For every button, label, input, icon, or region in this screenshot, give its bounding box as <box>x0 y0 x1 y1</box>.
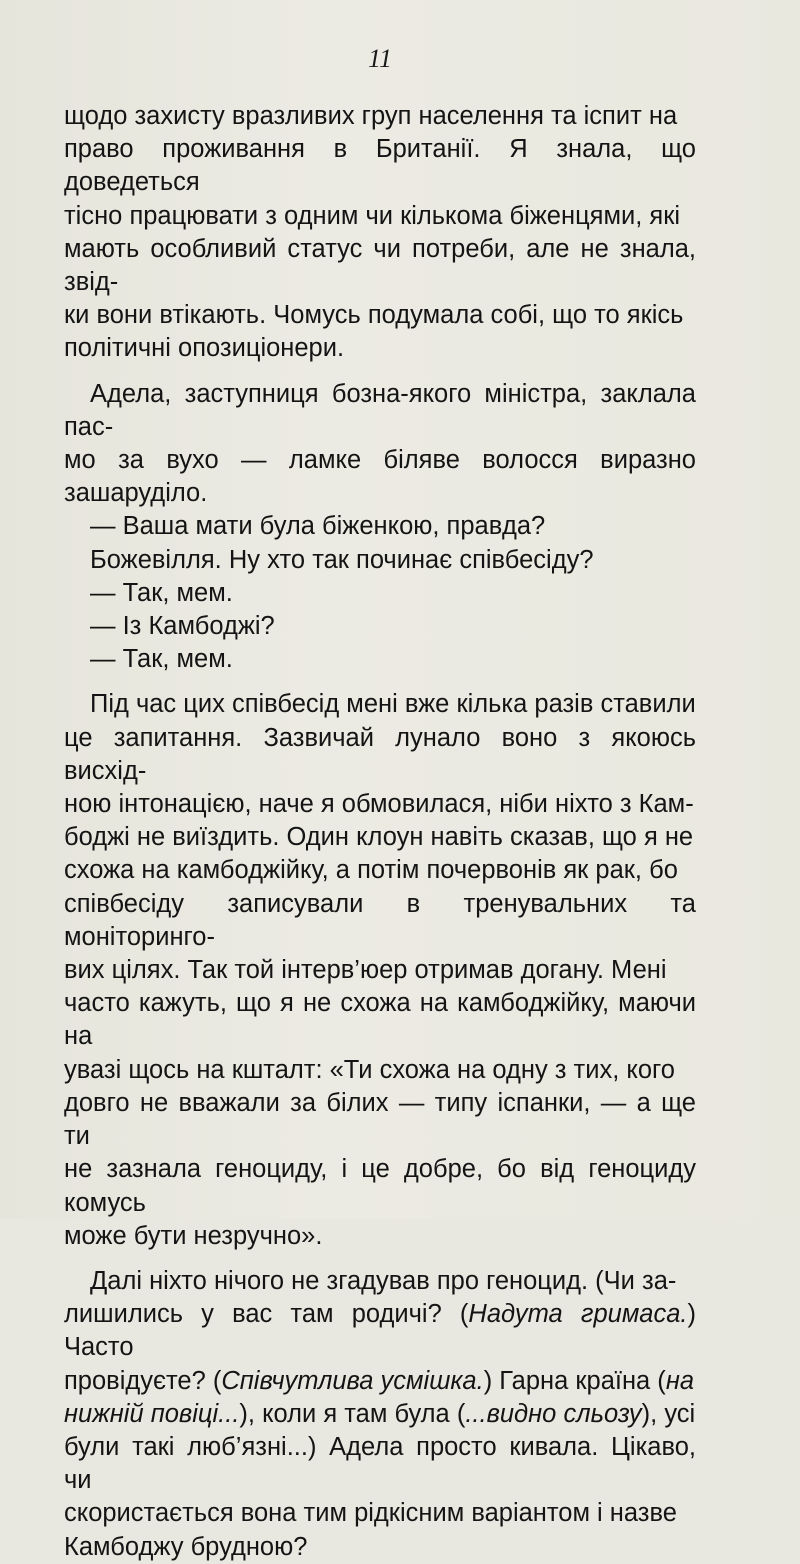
italic-remark: ...видно сльозу <box>465 1399 642 1428</box>
dialogue-line: — Ваша мати була біженкою, правда? <box>90 512 546 541</box>
text-line: щодо захисту вразливих груп населення та іспит на <box>64 102 678 130</box>
text-line <box>64 1398 696 1431</box>
text-line: ки вони втікають. Чомусь подумала собі, що то якісь <box>64 301 684 330</box>
text-span: ) Гарна країна ( <box>483 1366 666 1395</box>
text-line: вих цілях. Так той інтерв’юер отримав догану. Мені <box>64 956 667 985</box>
dialogue-line: — Із Камбоджі? <box>90 612 275 641</box>
text-line: тісно працювати з одним чи кількома біженцями, які <box>64 201 681 230</box>
text-line: ною інтонацією, наче я обмовилася, ніби ніхто з Кам- <box>64 790 694 819</box>
text-line: може бути незручно». <box>64 1221 323 1250</box>
text-line: співбесіду записували в тренувальних та моніторинго- <box>64 889 696 951</box>
text-line: боджі не виїздить. Один клоун навіть сказав, що я не <box>64 823 694 852</box>
text-span: ), коли я там була ( <box>239 1399 466 1428</box>
italic-remark: Співчутлива усмішка. <box>221 1366 484 1395</box>
text-line: увазі щось на кшталт: «Ти схожа на одну з тих, кого <box>64 1055 675 1084</box>
body-text <box>64 100 696 1564</box>
text-line: не зазнала геноциду, і це добре, бо від геноциду комусь <box>64 1155 696 1217</box>
text-line <box>64 1365 696 1398</box>
text-line: часто кажуть, що я не схожа на камбоджійку, маючи на <box>64 989 696 1051</box>
text-line: були такі люб’язні...) Адела просто кивала. Цікаво, чи <box>64 1432 696 1495</box>
text-span: провідуєте? ( <box>64 1366 222 1395</box>
italic-remark: Надута гримаса. <box>468 1300 688 1329</box>
text-line: Адела, заступниця бозна-якого міністра, заклала пас- <box>64 379 696 441</box>
dialogue-line: — Так, мем. <box>90 645 233 674</box>
text-line: скористається вона тим рідкісним варіантом і назве <box>64 1499 677 1528</box>
italic-remark: на <box>665 1366 695 1395</box>
text-line: схожа на камбоджійку, а потім почервонів як рак, бо <box>64 856 678 885</box>
text-line: мають особливий статус чи потреби, але не знала, звід- <box>64 234 696 297</box>
text-line: Під час цих співбесід мені вже кілька разів ставили <box>90 690 696 719</box>
text-line: довго не вважали за білих — типу іспанки, — а ще ти <box>64 1088 696 1151</box>
dialogue-line: — Так, мем. <box>90 578 233 607</box>
text-span: лишились у вас там родичі? ( <box>64 1300 469 1329</box>
text-span: ) Часто <box>64 1300 696 1362</box>
text-line: політичні опозиціонери. <box>64 334 345 363</box>
text-line: це запитання. Зазвичай лунало воно з якоюсь висхід- <box>64 723 696 785</box>
text-line: Божевілля. Ну хто так починає співбесіду? <box>90 545 594 574</box>
text-line: Камбоджу брудною? <box>64 1532 308 1561</box>
page-number: 11 <box>367 44 393 73</box>
italic-remark: нижній повіці... <box>64 1399 240 1428</box>
text-line: мо за вухо — ламке біляве волосся виразно зашаруділо. <box>64 446 696 508</box>
text-line <box>64 1298 696 1364</box>
text-span: ), усі <box>641 1399 696 1428</box>
text-line: Далі ніхто нічого не згадував про геноцид. (Чи за- <box>90 1266 677 1295</box>
text-line: право проживання в Британії. Я знала, що доведеться <box>64 135 696 197</box>
